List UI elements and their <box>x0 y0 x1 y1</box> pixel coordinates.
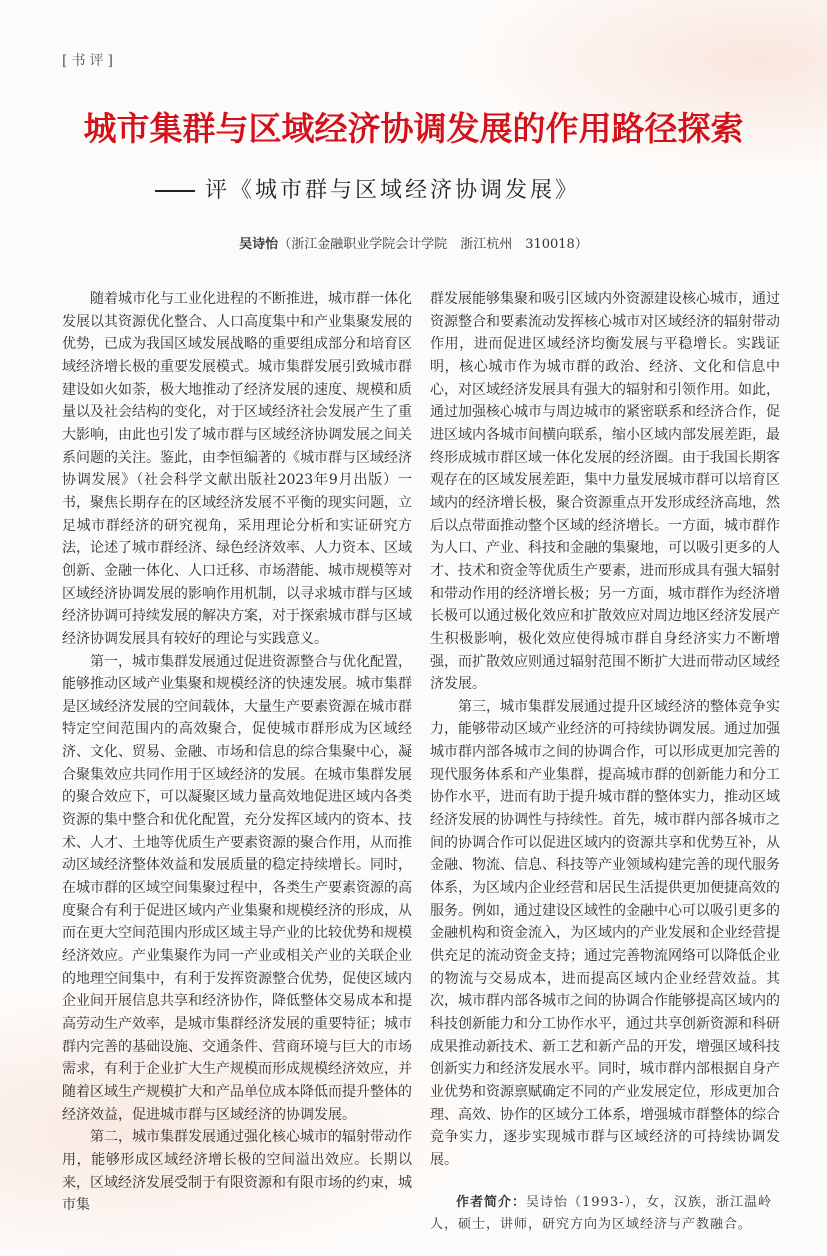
author-affiliation: （浙江金融职业学院会计学院 浙江杭州 310018） <box>278 237 588 252</box>
paragraph: 第二，城市集群发展通过强化核心城市的辐射带动作用，能够形成区域经济增长极的空间溢出效应。长期以来，区域经济发展受制于有限资源和有限市场的约束，城市集 <box>62 1129 412 1214</box>
paragraph: 第三，城市集群发展通过提升区域经济的整体竞争实力，能够带动区域产业经济的可持续协调发展。通过加强城市群内部各城市之间的协调合作，可以形成更加完善的现代服务体系和产业集群，提高城市群的创新能力和分工协作水平，进而有助于提升城市群的整体实力，推动区域经济发展的协调性与持续性。首先，城市群内部各城市之间的协调合作可以促进区域内的资源共享和优势互补，从金融、物流、信息、科技等产业领域构建完善的现代服务体系，为区域内企业经营和居民生活提供更加便捷高效的服务。例如，通过建设区域性的金融中心可以吸引更多的金融机构和资金流入，为区域内的产业发展和企业经营提供充足的流动资金支持；通过完善物流网络可以降低企业的物流与交易成本，进而提高区域内企业经营效益。其次，城市群内部各城市之间的协调合作能够提高区域内的科技创新能力和分工协作水平，通过共享创新资源和科研成果推动新技术、新工艺和新产品的开发，增强区域科技创新实力和经济发展水平。同时，城市群内部根据自身产业优势和资源禀赋确定不同的产业发展定位，形成更加合理、高效、协作的区域分工体系，增强城市群整体的综合竞争实力，逐步实现城市群与区域经济的可持续协调发展。 <box>430 698 780 1168</box>
right-column <box>430 288 780 1236</box>
subtitle-dash <box>155 190 195 192</box>
author-line <box>0 236 827 254</box>
author-bio <box>430 1192 780 1236</box>
section-tag: [书评] <box>62 53 117 69</box>
article-title: 城市集群与区域经济协调发展的作用路径探索 <box>83 109 744 148</box>
paragraph: 第一，城市集群发展通过促进资源整合与优化配置，能够推动区域产业集聚和规模经济的快速发展。城市集群是区域经济发展的空间载体，大量生产要素资源在城市群特定空间范围内的高效聚合，促使城市群形成为区域经济、文化、贸易、金融、市场和信息的综合集聚中心，凝合聚集效应共同作用于区域经济的发展。在城市集群发展的聚合效应下，可以凝聚区域力量高效地促进区域内各类资源的集中整合和优化配置，充分发挥区域内的资本、技术、人才、土地等优质生产要素资源的聚合作用，从而推动区域经济整体效益和发展质量的稳定持续增长。同时，在城市群的区域空间集聚过程中，各类生产要素资源的高度聚合有利于促进区域内产业集聚和规模经济的形成，从而在更大空间范围内形成区域主导产业的比较优势和规模经济效应。产业集聚作为同一产业或相关产业的关联企业的地理空间集中，有利于发挥资源整合优势，促使区域内企业间开展信息共享和经济协作，降低整体交易成本和提高劳动生产效率，是城市集群经济发展的重要特征；城市群内完善的基础设施、交通条件、营商环境与巨大的市场需求，有利于企业扩大生产规模而形成规模经济效应，并随着区域生产规模扩大和产品单位成本降低而提升整体的经济效益，促进城市群与区域经济的协调发展。 <box>62 653 412 1123</box>
paragraph: 随着城市化与工业化进程的不断推进，城市群一体化发展以其资源优化整合、人口高度集中和产业集聚发展的优势，已成为我国区域发展战略的重要组成部分和培育区域经济增长极的重要发展模式。城市集群发展引致城市群建设如火如荼，极大地推动了经济发展的速度、规模和质量以及社会结构的变化，对于区域经济社会发展产生了重大影响，由此也引发了城市群与区域经济协调发展之间关系问题的关注。鉴此，由李恒编著的《城市群与区域经济协调发展》（社会科学文献出版社2023年9月出版）一书，聚焦长期存在的区域经济发展不平衡的现实问题，立足城市群经济的研究视角，采用理论分析和实证研究方法，论述了城市群经济、绿色经济效率、人力资本、区域创新、金融一体化、人口迁移、市场潜能、城市规模等对区域经济协调发展的影响作用机制，以寻求城市群与区域经济协调可持续发展的解决方案，对于探索城市群与区域经济协调发展具有较好的理论与实践意义。 <box>62 291 412 647</box>
bio-text: 吴诗怡（1993-），女，汉族，浙江温岭人，硕士，讲师，研究方向为区域经济与产教融合。 <box>430 1194 772 1232</box>
subtitle-text: 评《城市群与区域经济协调发展》 <box>205 178 581 203</box>
author-name: 吴诗怡 <box>239 237 279 252</box>
paragraph-continued: 群发展能够集聚和吸引区域内外资源建设核心城市，通过资源整合和要素流动发挥核心城市对区域经济的辐射带动作用，进而促进区域经济均衡发展与平稳增长。实践证明，核心城市作为城市群的政治、经济、文化和信息中心，对区域经济发展具有强大的辐射和引领作用。如此，通过加强核心城市与周边城市的紧密联系和经济合作，促进区域内各城市间横向联系，缩小区域内部发展差距，最终形成城市群区域一体化发展的经济圈。由于我国长期客观存在的区域发展差距，集中力量发展城市群可以培育区域内的经济增长极，聚合资源重点开发形成经济高地，然后以点带面推动整个区域的经济增长。一方面，城市群作为人口、产业、科技和金融的集聚地，可以吸引更多的人才、技术和资金等优质生产要素，进而形成具有强大辐射和带动作用的经济增长极；另一方面，城市群作为经济增长极可以通过极化效应和扩散效应对周边地区经济发展产生积极影响，极化效应使得城市群自身经济实力不断增强，而扩散效应则通过辐射范围不断扩大进而带动区域经济发展。 <box>430 291 780 693</box>
left-column <box>62 288 412 1217</box>
article-subtitle <box>155 176 580 206</box>
bio-label: 作者简介： <box>456 1194 527 1210</box>
